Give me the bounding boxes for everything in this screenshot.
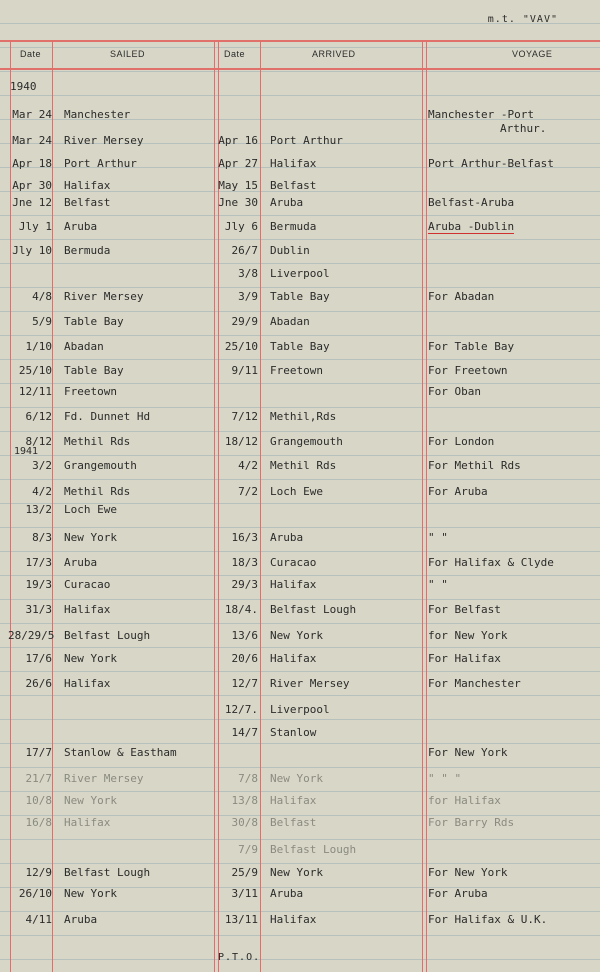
sailed-port: New York xyxy=(64,887,117,900)
sailed-port: New York xyxy=(64,794,117,807)
log-row xyxy=(0,503,600,521)
header-date-arrived: Date xyxy=(224,49,246,59)
arrived-port: River Mersey xyxy=(270,677,350,690)
arrived-date: 30/8 xyxy=(231,816,258,829)
arrived-port: Aruba xyxy=(270,887,304,900)
sailed-date: 16/8 xyxy=(25,816,52,829)
arrived-port: Bermuda xyxy=(270,220,317,233)
sailed-port: Freetown xyxy=(64,385,117,398)
arrived-port: Curacao xyxy=(270,556,317,569)
log-row xyxy=(0,887,600,905)
voyage-note: " " " xyxy=(428,772,462,785)
log-row xyxy=(0,410,600,428)
sailed-date: 17/3 xyxy=(25,556,52,569)
sailed-port: River Mersey xyxy=(64,134,144,147)
ship-name: m.t. "VAV" xyxy=(487,14,558,25)
voyage-note: For Halifax & U.K. xyxy=(428,913,548,926)
log-row xyxy=(0,816,600,834)
arrived-port: Stanlow xyxy=(270,726,317,739)
log-row xyxy=(0,340,600,358)
arrived-port: New York xyxy=(270,866,323,879)
voyage-note: Port Arthur-Belfast xyxy=(428,157,554,170)
sailed-port: Halifax xyxy=(64,816,111,829)
voyage-note: Belfast-Aruba xyxy=(428,196,515,209)
arrived-port: Liverpool xyxy=(270,703,330,716)
voyage-note: " " xyxy=(428,578,448,591)
arrived-port: Belfast xyxy=(270,179,317,192)
log-row xyxy=(0,794,600,812)
voyage-note: For Aruba xyxy=(428,485,488,498)
please-turn-over: P.T.O. xyxy=(218,952,261,963)
log-row xyxy=(0,866,600,884)
sailed-port: Methil Rds xyxy=(64,485,131,498)
log-row xyxy=(0,703,600,721)
sailed-date: 31/3 xyxy=(25,603,52,616)
voyage-note: For Abadan xyxy=(428,290,495,303)
sailed-date: Mar 24 xyxy=(12,134,52,147)
header-date-sailed: Date xyxy=(20,49,42,59)
sailed-date: 12/9 xyxy=(25,866,52,879)
arrived-date: 29/9 xyxy=(231,315,258,328)
voyage-note: For Methil Rds xyxy=(428,459,521,472)
arrived-port: Halifax xyxy=(270,578,317,591)
voyage-note: Manchester -Port xyxy=(428,108,534,121)
sailed-date: 21/7 xyxy=(25,772,52,785)
arrived-date: Jly 6 xyxy=(224,220,258,233)
sailed-port: New York xyxy=(64,652,117,665)
arrived-port: Port Arthur xyxy=(270,134,343,147)
sailed-date: 8/12 xyxy=(25,435,52,448)
sailed-date: 3/2 xyxy=(32,459,52,472)
sailed-date: Mar 24 xyxy=(12,108,52,121)
arrived-date: May 15 xyxy=(218,179,258,192)
sailed-port: Fd. Dunnet Hd xyxy=(64,410,151,423)
arrived-port: Aruba xyxy=(270,196,304,209)
sailed-date: 1/10 xyxy=(25,340,52,353)
arrived-port: Freetown xyxy=(270,364,323,377)
voyage-note: For Halifax & Clyde xyxy=(428,556,554,569)
sailed-date: 26/6 xyxy=(25,677,52,690)
sailed-port: Belfast xyxy=(64,196,111,209)
sailed-date: Jne 12 xyxy=(12,196,52,209)
arrived-port: Methil Rds xyxy=(270,459,337,472)
voyage-note: For Table Bay xyxy=(428,340,515,353)
log-row xyxy=(0,843,600,861)
sailed-port: Manchester xyxy=(64,108,131,121)
voyage-note: Aruba -Dublin xyxy=(428,220,515,233)
year-1941: 1941 xyxy=(14,446,39,457)
voyage-note: for New York xyxy=(428,629,508,642)
header-sailed: SAILED xyxy=(110,49,146,59)
year-1940: 1940 xyxy=(10,80,37,93)
sailed-date: 8/3 xyxy=(32,531,52,544)
sailed-date: 6/12 xyxy=(25,410,52,423)
arrived-date: 3/11 xyxy=(231,887,258,900)
voyage-note: For Aruba xyxy=(428,887,488,900)
sailed-date: 4/8 xyxy=(32,290,52,303)
arrived-date: Apr 16 xyxy=(218,134,258,147)
voyage-note: For New York xyxy=(428,746,508,759)
arrived-date: 3/9 xyxy=(238,290,258,303)
sailed-port: Stanlow & Eastham xyxy=(64,746,177,759)
log-row xyxy=(0,677,600,695)
arrived-port: Halifax xyxy=(270,913,317,926)
sailed-port: Table Bay xyxy=(64,315,124,328)
arrived-date: 7/2 xyxy=(238,485,258,498)
sailed-date: 17/6 xyxy=(25,652,52,665)
sailed-date: 17/7 xyxy=(25,746,52,759)
arrived-port: Halifax xyxy=(270,157,317,170)
log-row xyxy=(0,196,600,214)
arrived-date: 16/3 xyxy=(231,531,258,544)
arrived-date: 12/7 xyxy=(231,677,258,690)
log-row xyxy=(0,435,600,453)
arrived-date: 29/3 xyxy=(231,578,258,591)
sailed-date: 19/3 xyxy=(25,578,52,591)
voyage-note: For Manchester xyxy=(428,677,521,690)
voyage-note: For London xyxy=(428,435,495,448)
arrived-port: Aruba xyxy=(270,531,304,544)
voyage-note: For Barry Rds xyxy=(428,816,515,829)
sailed-date: 13/2 xyxy=(25,503,52,516)
arrived-port: Liverpool xyxy=(270,267,330,280)
log-row xyxy=(0,459,600,477)
arrived-date: 12/7. xyxy=(224,703,258,716)
arrived-port: Grangemouth xyxy=(270,435,343,448)
sailed-port: New York xyxy=(64,531,117,544)
sailed-port: Halifax xyxy=(64,179,111,192)
arrived-date: 18/4. xyxy=(224,603,258,616)
voyage-note: For Freetown xyxy=(428,364,508,377)
header-top-rule xyxy=(0,40,600,42)
sailed-date: Apr 18 xyxy=(12,157,52,170)
arrived-port: Belfast xyxy=(270,816,317,829)
header-arrived: ARRIVED xyxy=(312,49,356,59)
arrived-date: 4/2 xyxy=(238,459,258,472)
arrived-port: Table Bay xyxy=(270,340,330,353)
log-row xyxy=(0,179,600,197)
voyage-note: For New York xyxy=(428,866,508,879)
arrived-date: 13/6 xyxy=(231,629,258,642)
sailed-port: River Mersey xyxy=(64,772,144,785)
sailed-date: Apr 30 xyxy=(12,179,52,192)
sailed-date: 12/11 xyxy=(18,385,52,398)
arrived-port: Dublin xyxy=(270,244,310,257)
sailed-port: Port Arthur xyxy=(64,157,137,170)
arrived-port: Table Bay xyxy=(270,290,330,303)
voyage-note: for Halifax xyxy=(428,794,501,807)
log-row xyxy=(0,290,600,308)
sailed-port: Abadan xyxy=(64,340,104,353)
arrived-date: 26/7 xyxy=(231,244,258,257)
arrived-port: New York xyxy=(270,629,323,642)
sailed-date: 10/8 xyxy=(25,794,52,807)
sailed-port: Methil Rds xyxy=(64,435,131,448)
log-row xyxy=(0,578,600,596)
voyage-note: For Halifax xyxy=(428,652,501,665)
arrived-date: 20/6 xyxy=(231,652,258,665)
arrived-date: 18/3 xyxy=(231,556,258,569)
arrived-date: 18/12 xyxy=(224,435,258,448)
arrived-date: 14/7 xyxy=(231,726,258,739)
sailed-port: Halifax xyxy=(64,603,111,616)
voyage-note: For Oban xyxy=(428,385,481,398)
log-row xyxy=(0,485,600,503)
arrived-date: Apr 27 xyxy=(218,157,258,170)
sailed-date: 28/29/5 xyxy=(8,629,55,642)
log-row xyxy=(0,220,600,238)
arrived-date: 7/8 xyxy=(238,772,258,785)
sailed-date: 26/10 xyxy=(18,887,52,900)
arrived-date: 9/11 xyxy=(231,364,258,377)
sailed-port: Belfast Lough xyxy=(64,866,151,879)
log-row xyxy=(0,652,600,670)
log-row xyxy=(0,157,600,175)
voyage-note: " " xyxy=(428,531,448,544)
log-row xyxy=(0,629,600,647)
sailed-date: 25/10 xyxy=(18,364,52,377)
sailed-port: River Mersey xyxy=(64,290,144,303)
arrived-port: New York xyxy=(270,772,323,785)
arrived-date: Jne 30 xyxy=(218,196,258,209)
sailed-port: Table Bay xyxy=(64,364,124,377)
sailed-date: Jly 10 xyxy=(12,244,52,257)
log-row xyxy=(0,364,600,382)
log-row xyxy=(0,134,600,152)
sailed-date: 4/2 xyxy=(32,485,52,498)
header-bottom-rule xyxy=(0,68,600,70)
log-row xyxy=(0,726,600,744)
sailed-date: 4/11 xyxy=(25,913,52,926)
log-row xyxy=(0,556,600,574)
arrived-port: Methil,Rds xyxy=(270,410,337,423)
arrived-port: Abadan xyxy=(270,315,310,328)
log-row xyxy=(0,385,600,403)
log-row xyxy=(0,913,600,931)
log-row xyxy=(0,531,600,549)
voyage-note: Arthur. xyxy=(500,122,547,135)
voyage-note: For Belfast xyxy=(428,603,501,616)
arrived-date: 25/9 xyxy=(231,866,258,879)
sailed-port: Bermuda xyxy=(64,244,111,257)
sailed-port: Aruba xyxy=(64,913,98,926)
sailed-port: Loch Ewe xyxy=(64,503,117,516)
sailed-port: Aruba xyxy=(64,220,98,233)
log-row xyxy=(0,315,600,333)
sailed-port: Belfast Lough xyxy=(64,629,151,642)
arrived-date: 13/8 xyxy=(231,794,258,807)
arrived-date: 25/10 xyxy=(224,340,258,353)
arrived-port: Belfast Lough xyxy=(270,603,357,616)
sailed-date: 5/9 xyxy=(32,315,52,328)
log-row xyxy=(0,244,600,262)
sailed-port: Grangemouth xyxy=(64,459,137,472)
sailed-port: Curacao xyxy=(64,578,111,591)
arrived-port: Belfast Lough xyxy=(270,843,357,856)
log-row xyxy=(0,267,600,285)
log-row xyxy=(0,772,600,790)
log-row xyxy=(0,746,600,764)
arrived-date: 13/11 xyxy=(224,913,258,926)
log-row xyxy=(0,603,600,621)
sailed-date: Jly 1 xyxy=(18,220,52,233)
sailed-port: Halifax xyxy=(64,677,111,690)
arrived-port: Halifax xyxy=(270,652,317,665)
arrived-date: 3/8 xyxy=(238,267,258,280)
arrived-date: 7/12 xyxy=(231,410,258,423)
arrived-port: Halifax xyxy=(270,794,317,807)
arrived-port: Loch Ewe xyxy=(270,485,323,498)
arrived-date: 7/9 xyxy=(238,843,258,856)
sailed-port: Aruba xyxy=(64,556,98,569)
header-voyage: VOYAGE xyxy=(512,49,553,59)
